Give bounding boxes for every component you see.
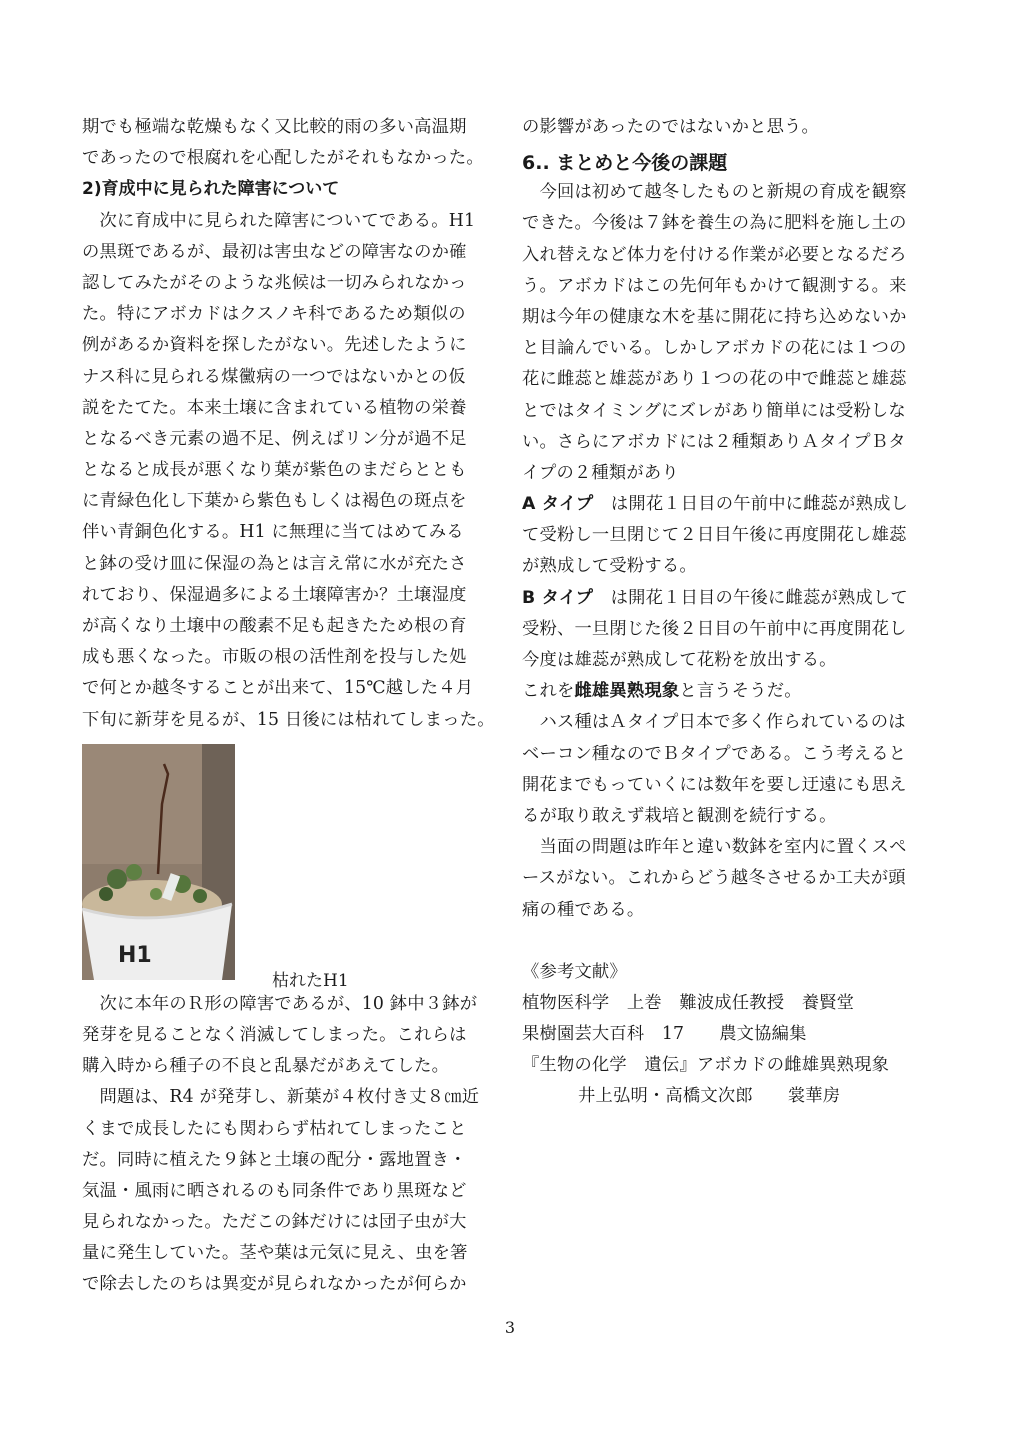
text-line: い。さらにアボカドには２種類ありＡタイプＢタ bbox=[522, 431, 906, 452]
text-line: とではタイミングにズレがあり簡単には受粉しな bbox=[522, 400, 906, 421]
text-line: が熟成して受粉する。 bbox=[522, 556, 697, 577]
left-column bbox=[82, 112, 498, 1301]
text-line: 説をたてた。本来土壌に含まれている植物の栄養 bbox=[82, 397, 467, 418]
type-b-text: は開花１日目の午後に雌蕊が熟成して bbox=[593, 587, 908, 608]
paragraph-line: の影響があったのではないかと思う。 bbox=[522, 117, 820, 137]
type-a-label: A タイプ bbox=[522, 494, 594, 515]
references-list bbox=[522, 988, 932, 1082]
text-line: 当面の問題は昨年と違い数鉢を室内に置くスペ bbox=[522, 837, 907, 858]
text-line: 開花までもっていくには数年を要し迂遠にも思え bbox=[522, 774, 907, 795]
text-line: だ。同時に植えた９鉢と土壌の配分・露地置き・ bbox=[82, 1149, 467, 1170]
text-line: 下旬に新芽を見るが、15 日後には枯れてしまった。 bbox=[82, 709, 495, 730]
left-text-top bbox=[82, 112, 498, 174]
photo-caption: 枯れたH1 bbox=[272, 970, 349, 991]
text-line: 今度は雄蕊が熟成して花粉を放出する。 bbox=[522, 650, 837, 670]
type-b-line bbox=[522, 583, 932, 614]
text-line: 痛の種である。 bbox=[522, 899, 645, 920]
text-line: 伴い青銅色化する。H1 に無理に当てはめてみる bbox=[82, 522, 464, 543]
text-line: 次に本年のＲ形の障害であるが、10 鉢中３鉢が bbox=[82, 993, 478, 1014]
text-line: 購入時から種子の不良と乱暴だがあえてした。 bbox=[82, 1056, 450, 1077]
term-bold: 雌雄異熟現象 bbox=[574, 681, 680, 702]
text-line: ナス科に見られる煤黴病の一つではないかとの仮 bbox=[82, 366, 466, 387]
text-line: くまで成長したにも関わらず枯れてしまったこと bbox=[82, 1118, 467, 1139]
text-line: 成も悪くなった。市販の根の活性剤を投与した処 bbox=[82, 647, 467, 668]
text-line: 入れ替えなど体力を付ける作業が必要となるだろ bbox=[522, 244, 907, 265]
text-line: に青緑色化し下葉から紫色もしくは褐色の斑点を bbox=[82, 491, 467, 512]
text-line: ースがない。これからどう越冬させるか工夫が頭 bbox=[522, 868, 906, 889]
text-line: となるべき元素の過不足、例えばリン分が過不足 bbox=[82, 428, 467, 449]
text-line: イプの２種類があり bbox=[522, 462, 679, 483]
text-line: 気温・風雨に晒されるのも同条件であり黒斑など bbox=[82, 1180, 467, 1201]
text-line: 果樹園芸大百科 17 農文協編集 bbox=[522, 1024, 807, 1045]
term-suffix: と言うそうだ。 bbox=[679, 681, 802, 702]
type-a-line bbox=[522, 489, 932, 520]
text-line: 例があるか資料を探したがない。先述したように bbox=[82, 335, 467, 356]
type-b-label: B タイプ bbox=[522, 587, 594, 608]
closing-paragraph bbox=[522, 707, 932, 925]
text-line: う。アボカドはこの先何年もかけて観測する。来 bbox=[522, 275, 907, 296]
type-a-text: は開花１日目の午前中に雌蕊が熟成し bbox=[593, 494, 909, 515]
text-line: と目論んでいる。しかしアボカドの花には１つの bbox=[522, 338, 907, 359]
text-line: 受粉、一旦閉じた後２日目の午前中に再度開花し bbox=[522, 618, 907, 639]
text-line: で除去したのちは異変が見られなかったが何らか bbox=[82, 1274, 467, 1295]
section-heading-6: 6.. まとめと今後の課題 bbox=[522, 152, 728, 175]
term-prefix: これを bbox=[522, 681, 575, 702]
references-title: 《参考文献》 bbox=[522, 961, 627, 982]
text-line: 認してみたがそのような兆候は一切みられなかっ bbox=[82, 272, 467, 293]
reference-authors: 井上弘明・高橋文次郎 裳華房 bbox=[578, 1086, 841, 1107]
text-line: 期は今年の健康な木を基に開花に持ち込めないか bbox=[522, 306, 907, 327]
text-line: 量に発生していた。茎や葉は元気に見え、虫を箸 bbox=[82, 1243, 468, 1264]
text-line: るが取り敢えず栽培と観測を続行する。 bbox=[522, 805, 837, 826]
figure bbox=[82, 744, 498, 991]
text-line: できた。今後は７鉢を養生の為に肥料を施し土の bbox=[522, 213, 907, 234]
text-line: 発芽を見ることなく消滅してしまった。これらは bbox=[82, 1024, 467, 1045]
text-line: 今回は初めて越冬したものと新規の育成を観察 bbox=[522, 182, 907, 203]
text-line: 次に育成中に見られた障害についてである。H1 bbox=[82, 210, 476, 231]
pot-label: H1 bbox=[118, 942, 152, 968]
text-line: と鉢の受け皿に保湿の為とは言え常に水が充たさ bbox=[82, 553, 467, 574]
text-line: 問題は、R4 が発芽し、新葉が４枚付き丈８㎝近 bbox=[82, 1087, 480, 1108]
page-number: 3 bbox=[504, 1318, 516, 1337]
text-line: 『生物の化学 遺伝』アボカドの雌雄異熟現象 bbox=[522, 1055, 890, 1076]
right-column bbox=[522, 112, 932, 1113]
text-line: 花に雌蕊と雄蕊があり１つの花の中で雌蕊と雄蕊 bbox=[522, 369, 907, 390]
dead-plant-photo bbox=[82, 744, 235, 980]
text-line: の黒斑であるが、最初は害虫などの障害なのか確 bbox=[82, 241, 467, 262]
text-line: で何とか越冬することが出来て、15℃越した４月 bbox=[82, 678, 474, 699]
summary-paragraph bbox=[522, 177, 932, 489]
text-line: た。特にアボカドはクスノキ科であるため類似の bbox=[82, 304, 466, 325]
left-text-middle bbox=[82, 206, 498, 736]
term-line bbox=[522, 676, 932, 707]
type-b-continuation bbox=[522, 614, 932, 676]
text-line: ハス種はＡタイプ日本で多く作られているのは bbox=[522, 712, 906, 733]
text-line: となると成長が悪くなり葉が紫色のまだらととも bbox=[82, 460, 467, 481]
text-line: て受粉し一旦閉じて２日目午後に再度開花し雄蕊 bbox=[522, 525, 907, 546]
text-line: 植物医科学 上巻 難波成任教授 養賢堂 bbox=[522, 992, 855, 1013]
text-line: 期でも極端な乾燥もなく又比較的雨の多い高温期 bbox=[82, 117, 467, 137]
type-a-continuation bbox=[522, 520, 932, 582]
text-line: が高くなり土壌中の酸素不足も起きたため根の育 bbox=[82, 616, 467, 636]
section-heading-2: 2)育成中に見られた障害について bbox=[82, 179, 340, 200]
text-line: れており、保湿過多による土壌障害か？土壌湿度 bbox=[82, 584, 467, 605]
left-text-bottom bbox=[82, 989, 498, 1301]
text-line: 見られなかった。ただこの鉢だけには団子虫が大 bbox=[82, 1212, 467, 1233]
text-line: であったので根腐れを心配したがそれもなかった。 bbox=[82, 148, 484, 169]
text-line: ベーコン種なのでＢタイプである。こう考えると bbox=[522, 743, 907, 764]
